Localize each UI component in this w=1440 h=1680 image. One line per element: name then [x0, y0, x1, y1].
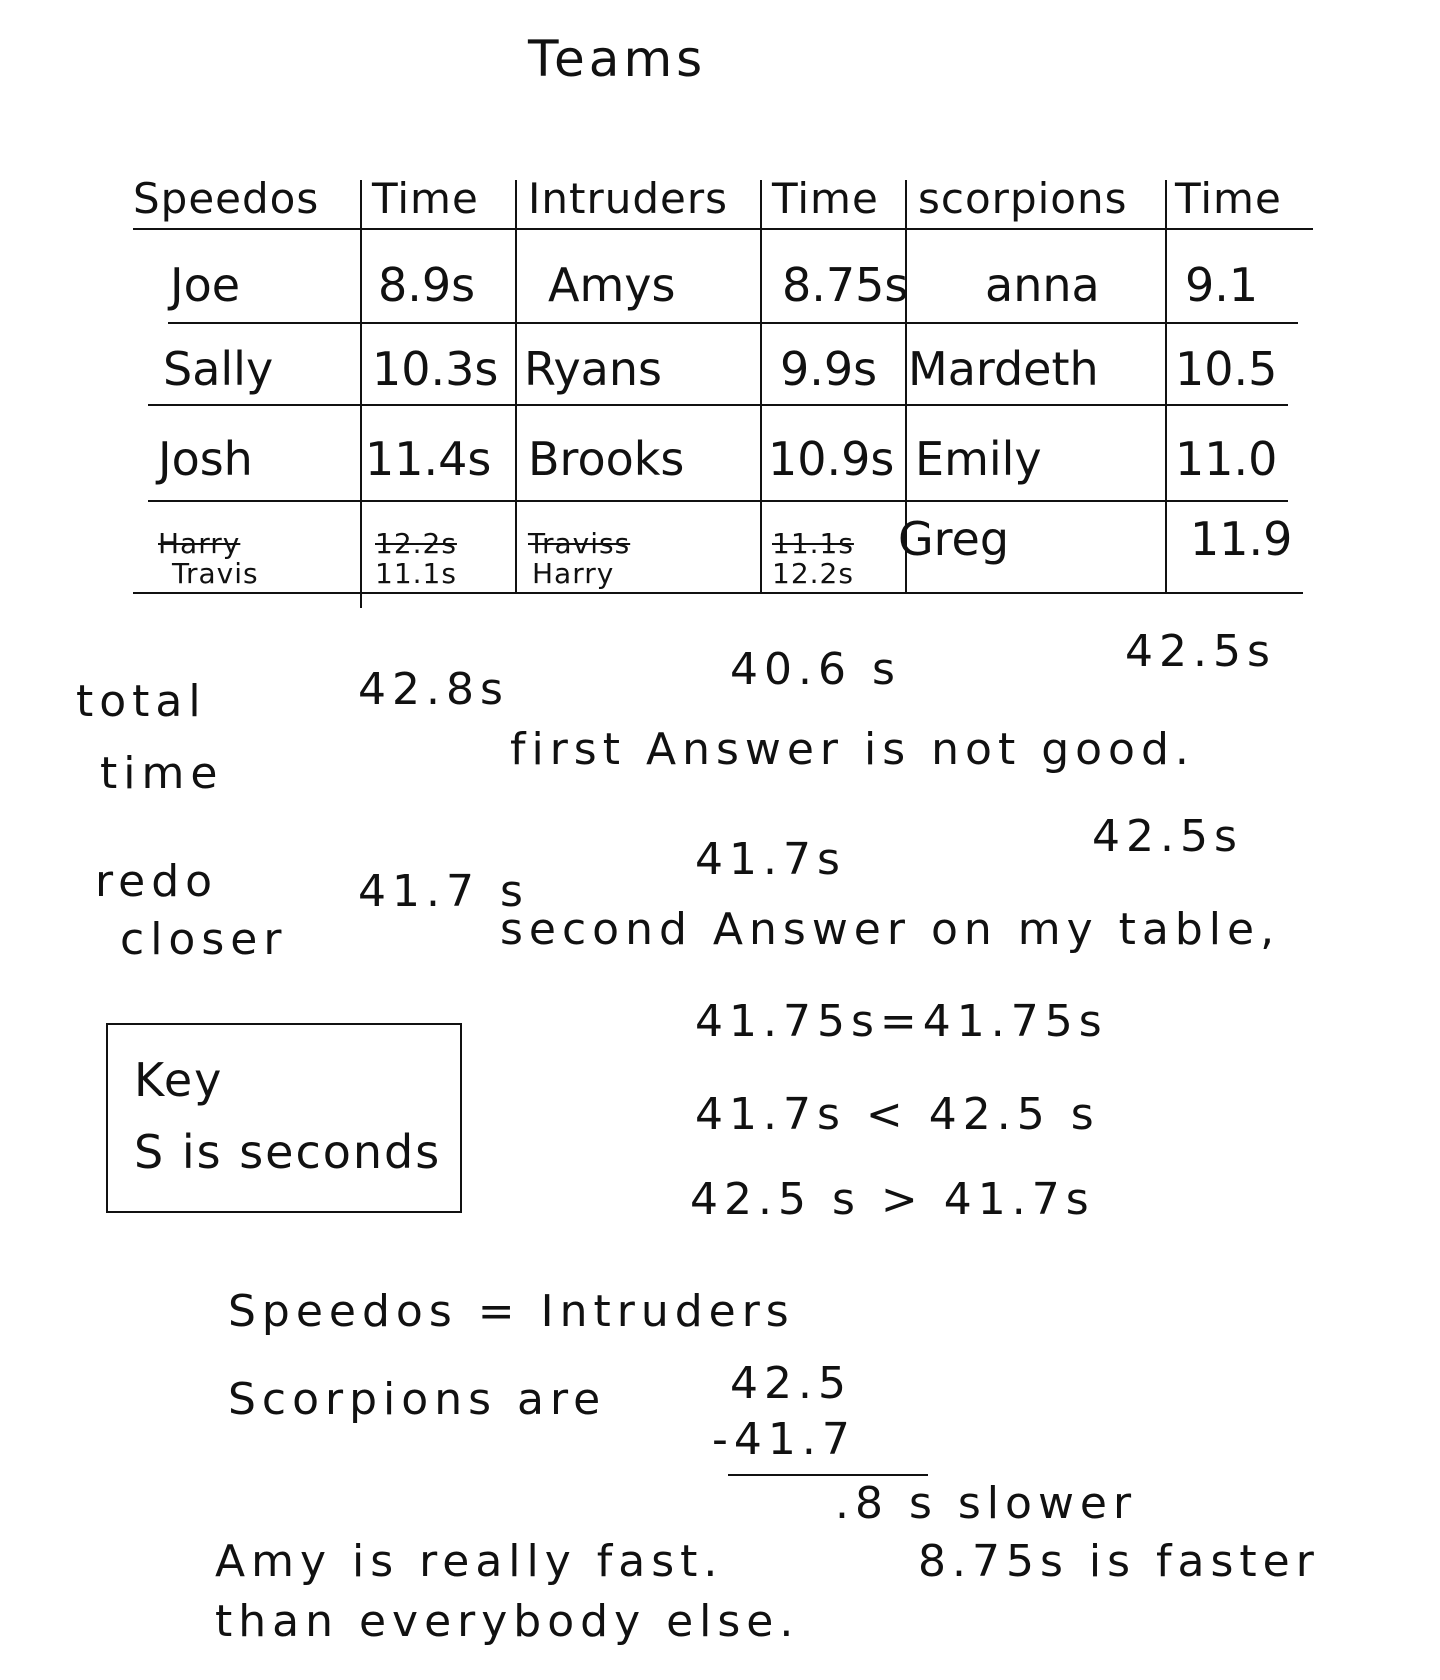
- page-title: Teams: [528, 30, 707, 88]
- cell-r3-c6: 11.0: [1175, 432, 1278, 486]
- conclusion-line-3: Amy is really fast.: [215, 1536, 724, 1587]
- total-note: first Answer is not good.: [510, 724, 1195, 775]
- cell-r1-c3: Amys: [548, 258, 676, 312]
- cell-r2-c1: Sally: [163, 342, 274, 396]
- key-title: Key: [134, 1053, 224, 1107]
- cell-r2-c4: 9.9s: [780, 342, 878, 396]
- header-underline: [133, 228, 1313, 230]
- row-line-3: [148, 500, 1288, 502]
- subtraction-rule: [728, 1474, 928, 1476]
- subtraction-bottom: -41.7: [712, 1414, 856, 1465]
- cell-r4-c2: 11.1s: [375, 557, 457, 590]
- total-scorpions: 42.5s: [1125, 626, 1276, 677]
- key-box: [106, 1023, 462, 1213]
- cell-r1-c5: anna: [985, 258, 1100, 312]
- row-line-1: [168, 322, 1298, 324]
- cell-r2-c6: 10.5: [1175, 342, 1278, 396]
- key-definition: S is seconds: [134, 1125, 442, 1179]
- redo-note: second Answer on my table,: [500, 904, 1281, 955]
- cell-r1-c2: 8.9s: [378, 258, 476, 312]
- conclusion-line-2: Scorpions are: [228, 1374, 607, 1425]
- cell-r3-c3: Brooks: [528, 432, 685, 486]
- col-divider-5: [1165, 180, 1167, 592]
- header-time-1: Time: [372, 174, 479, 223]
- conclusion-line-4: than everybody else.: [215, 1596, 800, 1647]
- conclusion-line-3b: 8.75s is faster: [918, 1536, 1320, 1587]
- cell-r4-c2-struck: 12.2s: [375, 527, 457, 560]
- cell-r4-c1-struck: Harry: [158, 527, 241, 560]
- cell-r4-c6: 11.9: [1190, 512, 1293, 566]
- cell-r1-c4: 8.75s: [782, 258, 909, 312]
- cell-r4-c3: Harry: [532, 557, 615, 590]
- cell-r4-c3-struck: Traviss: [528, 527, 631, 560]
- total-label-2: time: [100, 748, 224, 799]
- total-label-1: total: [76, 676, 207, 727]
- cell-r3-c1: Josh: [158, 432, 253, 486]
- cell-r1-c6: 9.1: [1185, 258, 1259, 312]
- comparison-line-2: 41.7s < 42.5 s: [695, 1089, 1100, 1140]
- cell-r4-c5: Greg: [898, 512, 1010, 566]
- cell-r1-c1: Joe: [170, 258, 241, 312]
- redo-speedos: 41.7 s: [358, 866, 529, 917]
- cell-r3-c2: 11.4s: [365, 432, 492, 486]
- row-line-4: [133, 592, 1303, 594]
- total-intruders: 40.6 s: [730, 644, 901, 695]
- redo-label-1: redo: [95, 856, 219, 907]
- cell-r4-c1: Travis: [172, 557, 259, 590]
- header-intruders: Intruders: [528, 174, 729, 223]
- col-divider-2: [515, 180, 517, 592]
- header-time-2: Time: [772, 174, 879, 223]
- comparison-line-1: 41.75s=41.75s: [695, 996, 1108, 1047]
- cell-r3-c5: Emily: [915, 432, 1042, 486]
- header-scorpions: scorpions: [918, 174, 1128, 223]
- row-line-2: [148, 404, 1288, 406]
- cell-r2-c3: Ryans: [524, 342, 662, 396]
- header-speedos: Speedos: [133, 174, 320, 223]
- cell-r2-c5: Mardeth: [908, 342, 1099, 396]
- subtraction-result: .8 s slower: [835, 1478, 1138, 1529]
- cell-r4-c4-struck: 11.1s: [772, 527, 854, 560]
- total-speedos: 42.8s: [358, 664, 509, 715]
- col-divider-3: [760, 180, 762, 592]
- conclusion-line-1: Speedos = Intruders: [228, 1286, 795, 1337]
- col-divider-1: [360, 180, 362, 608]
- subtraction-top: 42.5: [730, 1358, 852, 1409]
- comparison-line-3: 42.5 s > 41.7s: [690, 1174, 1095, 1225]
- cell-r3-c4: 10.9s: [768, 432, 895, 486]
- redo-scorpions: 42.5s: [1092, 811, 1243, 862]
- cell-r2-c2: 10.3s: [372, 342, 499, 396]
- header-time-3: Time: [1175, 174, 1282, 223]
- redo-intruders: 41.7s: [695, 834, 846, 885]
- redo-label-2: closer: [120, 914, 288, 965]
- cell-r4-c4: 12.2s: [772, 557, 854, 590]
